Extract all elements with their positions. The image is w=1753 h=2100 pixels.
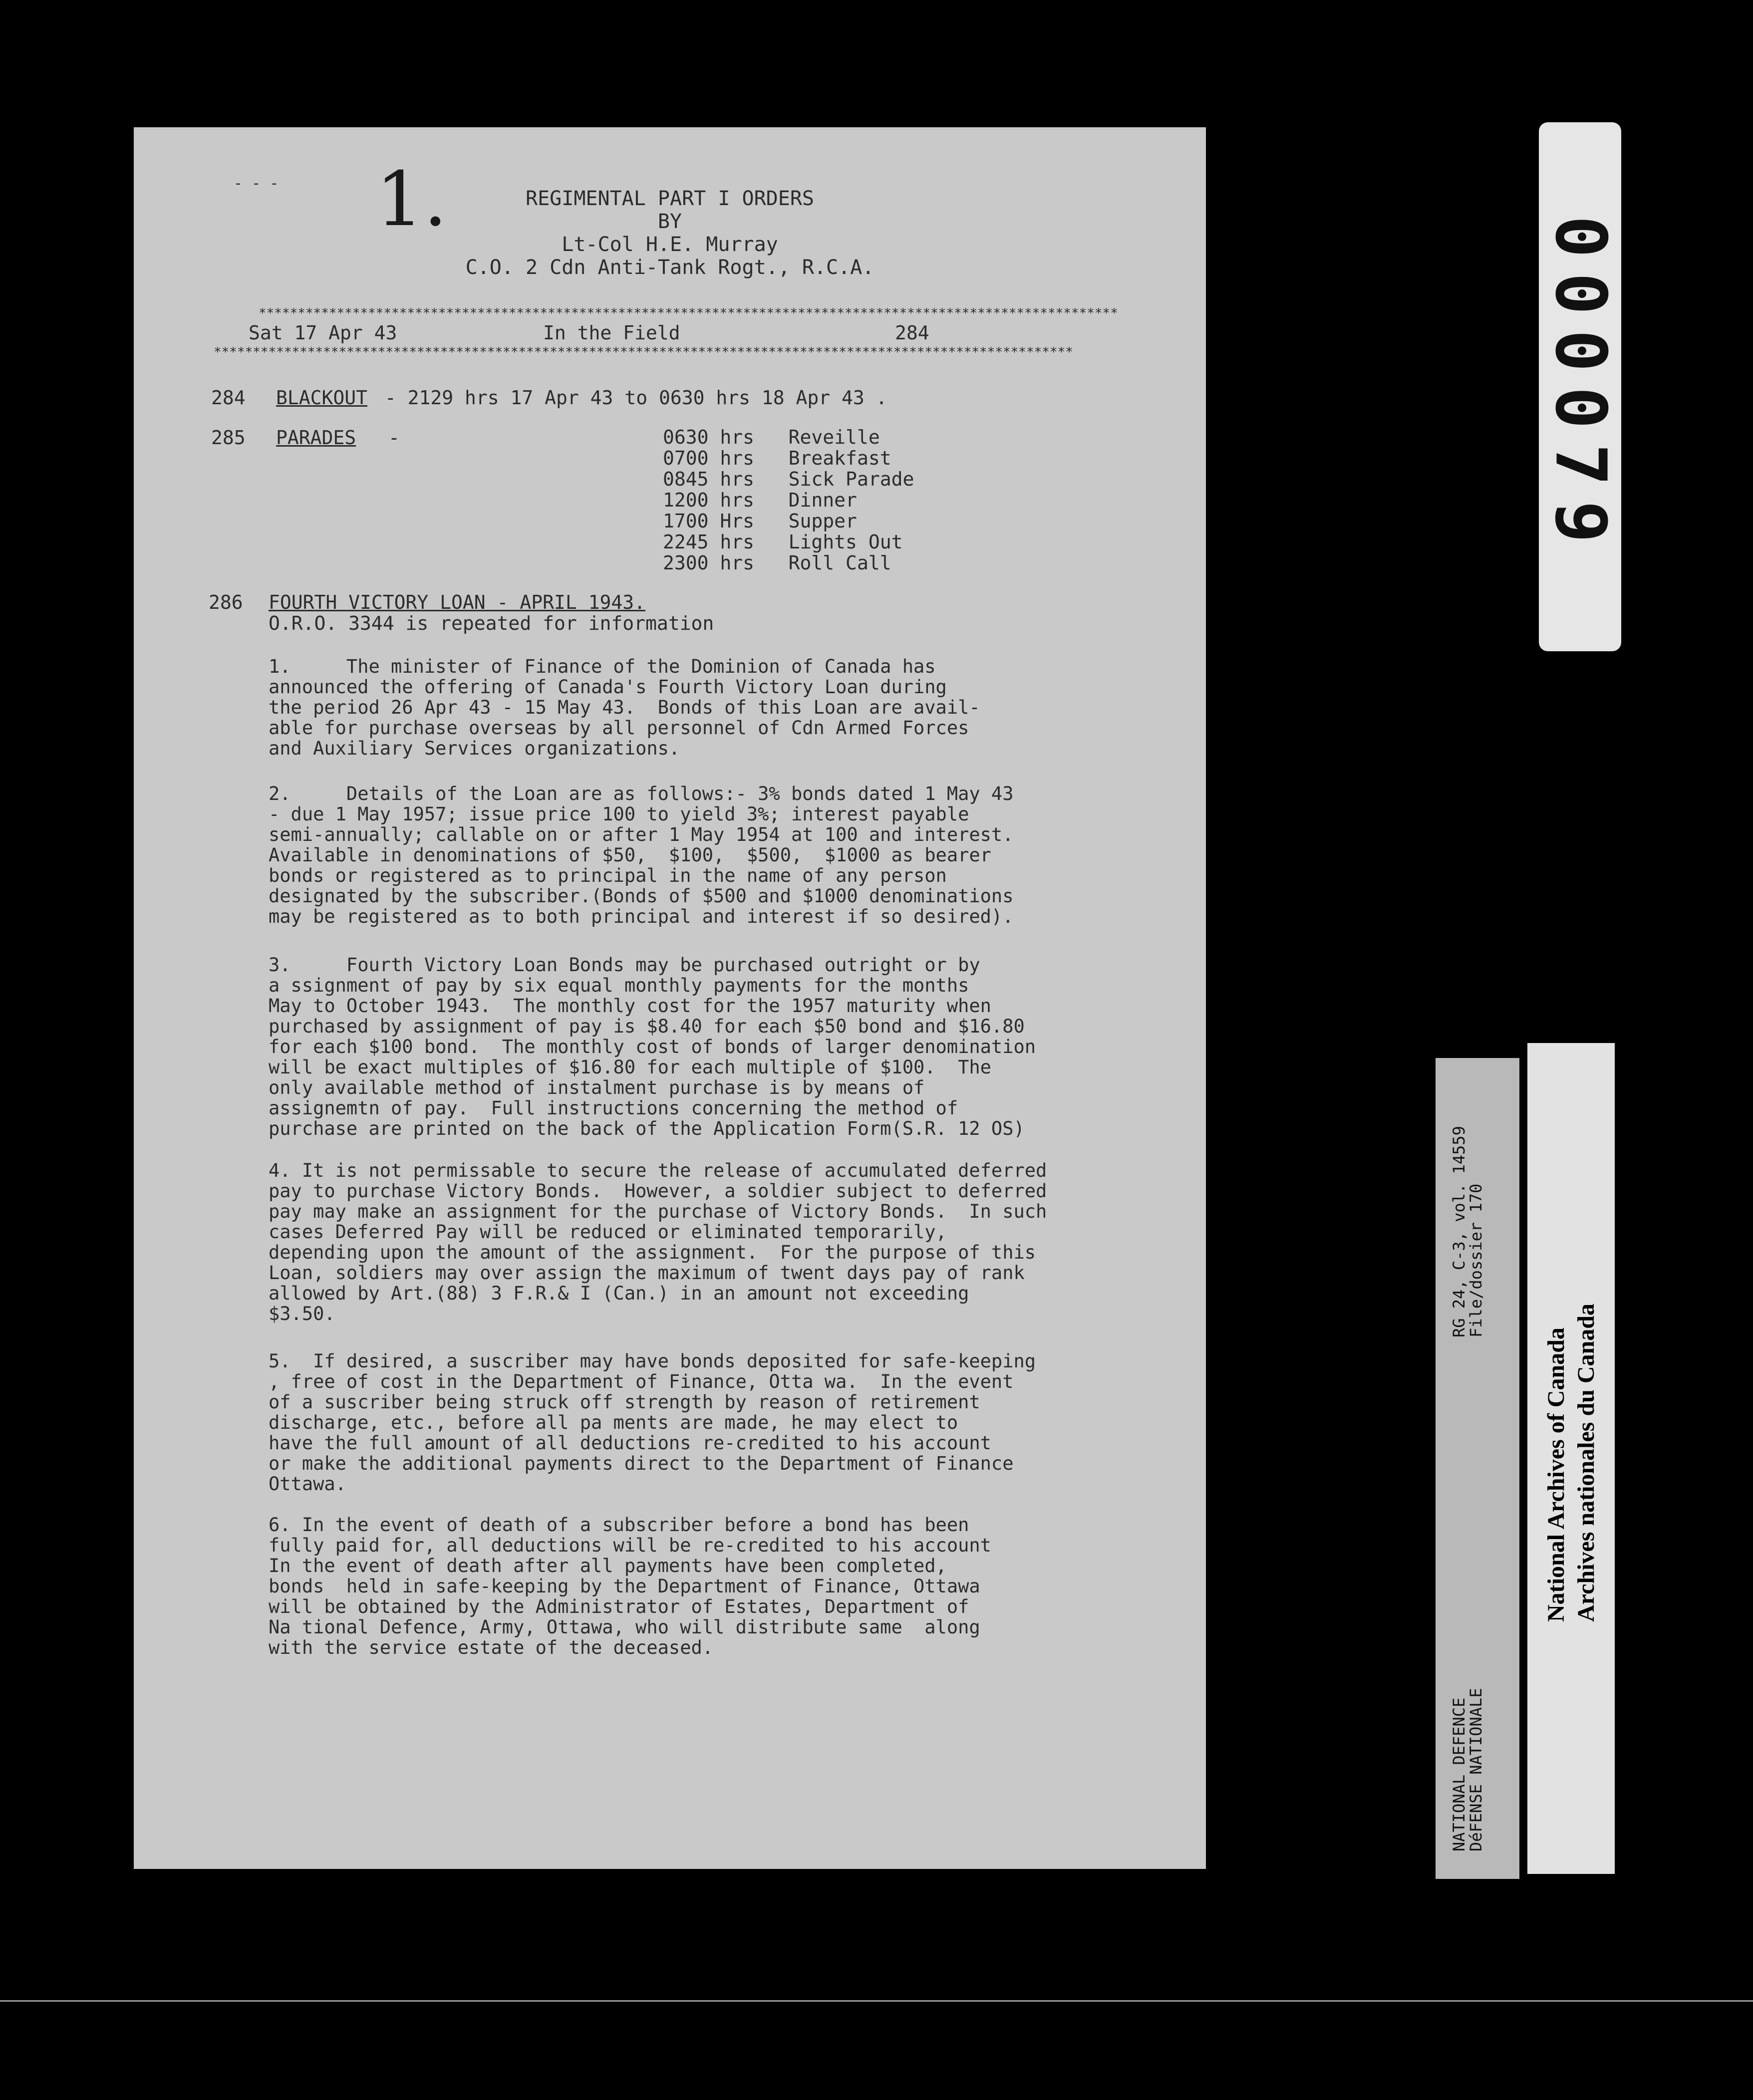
item-title-loan: FOURTH VICTORY LOAN - APRIL 1943. <box>269 591 645 613</box>
parade-time: 0845 hrs <box>663 468 755 490</box>
frame-number: 000079 <box>1539 216 1621 558</box>
star-divider-bottom: ************************************************************************************************************** <box>214 347 1073 358</box>
order-header <box>134 187 1206 279</box>
handwritten-mark: 1. <box>376 156 448 243</box>
parade-event: Supper <box>788 510 857 532</box>
unit-name: C.O. 2 Cdn Anti-Tank Rogt., R.C.A. <box>465 256 875 279</box>
parade-row <box>663 448 891 469</box>
parade-time: 2300 hrs <box>663 552 755 574</box>
item-number-parades: 285 <box>211 427 246 449</box>
parade-event: Breakfast <box>788 447 891 469</box>
loan-paragraph-1: 1. The minister of Finance of the Dominion of Canada has announced the offering of Canada's Fourth Victory Loan during the period 26 Apr 43 - 15 May 43. Bonds of this Loan are avail- able for purchase overseas by all personnel of Cdn Armed Forces and Auxiliary Services organizations. <box>269 656 980 759</box>
item-title-parades: PARADES <box>276 427 356 449</box>
archive-reference-2: File/dossier 170 <box>1466 1183 1485 1337</box>
archives-label <box>1527 1043 1615 1874</box>
order-date: Sat 17 Apr 43 <box>249 322 397 344</box>
blackout-text: - 2129 hrs 17 Apr 43 to 0630 hrs 18 Apr 43 . <box>373 387 887 409</box>
loan-paragraph-3: 3. Fourth Victory Loan Bonds may be purchased outright or by a ssignment of pay by six equal monthly payments for the months May to October 1943. The monthly cost for the 1957 maturity when purchased by assignment of pay is $8.40 for each $50 bond and $16.80 for each $100 bond. The monthly cost of bonds of larger denomination will be exact multiples of $16.80 for each multiple of $100. The only available method of instalment purchase is by means of assignemtn of pay. Full instructions concerning the method of purchase are printed on the back of the Application Form(S.R. 12 OS) <box>269 954 1036 1139</box>
archive-reference-label <box>1436 1058 1519 1879</box>
archives-name-fr: Archives nationales du Canada <box>1573 1304 1599 1622</box>
loan-paragraph-2: 2. Details of the Loan are as follows:- 3% bonds dated 1 May 43 - due 1 May 1957; issue price 100 to yield 3%; interest payable semi-annually; callable on or after 1 May 1954 at 100 and interest. Available in denominations of $50, $100, $500, $1000 as bearer bonds or registered as to principal in the name of any person designated by the subscriber.(Bonds of $500 and $1000 denominations may be registered as to both principal and interest if so desired). <box>269 783 1014 927</box>
order-by: BY <box>657 210 682 233</box>
order-number: 284 <box>895 322 929 344</box>
parade-row <box>663 490 857 511</box>
parade-row <box>663 552 891 573</box>
parades-dash: - <box>388 427 400 449</box>
ink-dash: - - - <box>234 175 279 192</box>
parade-time: 0700 hrs <box>663 447 755 469</box>
parade-time: 0630 hrs <box>663 426 755 448</box>
parade-event: Sick Parade <box>788 468 914 490</box>
archives-name-en: National Archives of Canada <box>1543 1327 1569 1622</box>
archive-reference-1: RG 24, C-3, vol. 14559 <box>1450 1126 1468 1337</box>
parade-row <box>663 531 902 552</box>
parade-row <box>663 427 880 448</box>
parade-event: Reveille <box>788 426 880 448</box>
department-fr: DéFENSE NATIONALE <box>1466 1688 1485 1851</box>
item-number-loan: 286 <box>209 591 243 613</box>
item-title-blackout: BLACKOUT <box>276 387 368 409</box>
item-number-blackout: 284 <box>211 387 246 409</box>
order-place: In the Field <box>543 322 680 344</box>
bottom-rule <box>0 2000 1753 2002</box>
order-title: REGIMENTAL PART I ORDERS <box>526 187 814 210</box>
star-divider-top: ************************************************************************************************************** <box>259 308 1118 319</box>
frame-number-stamp <box>1539 122 1621 651</box>
department-en: NATIONAL DEFENCE <box>1450 1697 1468 1851</box>
parade-row <box>663 511 857 531</box>
loan-paragraph-5: 5. If desired, a suscriber may have bonds deposited for safe-keeping , free of cost in the Department of Finance, Otta wa. In the event of a suscriber being struck off strength by reason of retirement discharge, etc., before all pa ments are made, he may elect to have the full amount of all deductions re-credited to his account or make the additional payments direct to the Department of Finance Ottawa. <box>269 1350 1036 1495</box>
loan-paragraph-4: 4. It is not permissable to secure the release of accumulated deferred pay to purchase Victory Bonds. However, a soldier subject to deferred pay may make an assignment for the purchase of Victory Bonds. In such cases Deferred Pay will be reduced or eliminated temporarily, depending upon the amount of the assignment. For the purpose of this Loan, soldiers may over assign the maximum of twent days pay of rank allowed by Art.(88) 3 F.R.& I (Can.) in an amount not exceeding $3.50. <box>269 1160 1047 1324</box>
parade-event: Lights Out <box>788 531 903 553</box>
document-page <box>134 127 1206 1869</box>
commanding-officer: Lt-Col H.E. Murray <box>562 233 778 256</box>
parade-time: 2245 hrs <box>663 531 755 553</box>
parade-event: Roll Call <box>788 552 891 574</box>
loan-paragraph-6: 6. In the event of death of a subscriber before a bond has been fully paid for, all deductions will be re-credited to his account In the event of death after all payments have been completed, bonds held in safe-keeping by the Department of Finance, Ottawa will be obtained by the Administrator of Estates, Department of Na tional Defence, Army, Ottawa, who will distribute same along with the service estate of the deceased. <box>269 1514 991 1658</box>
parade-row <box>663 469 914 490</box>
parade-time: 1200 hrs <box>663 489 755 511</box>
parade-time: 1700 Hrs <box>663 510 755 532</box>
loan-subtitle: O.R.O. 3344 is repeated for information <box>269 612 714 634</box>
parade-event: Dinner <box>788 489 857 511</box>
